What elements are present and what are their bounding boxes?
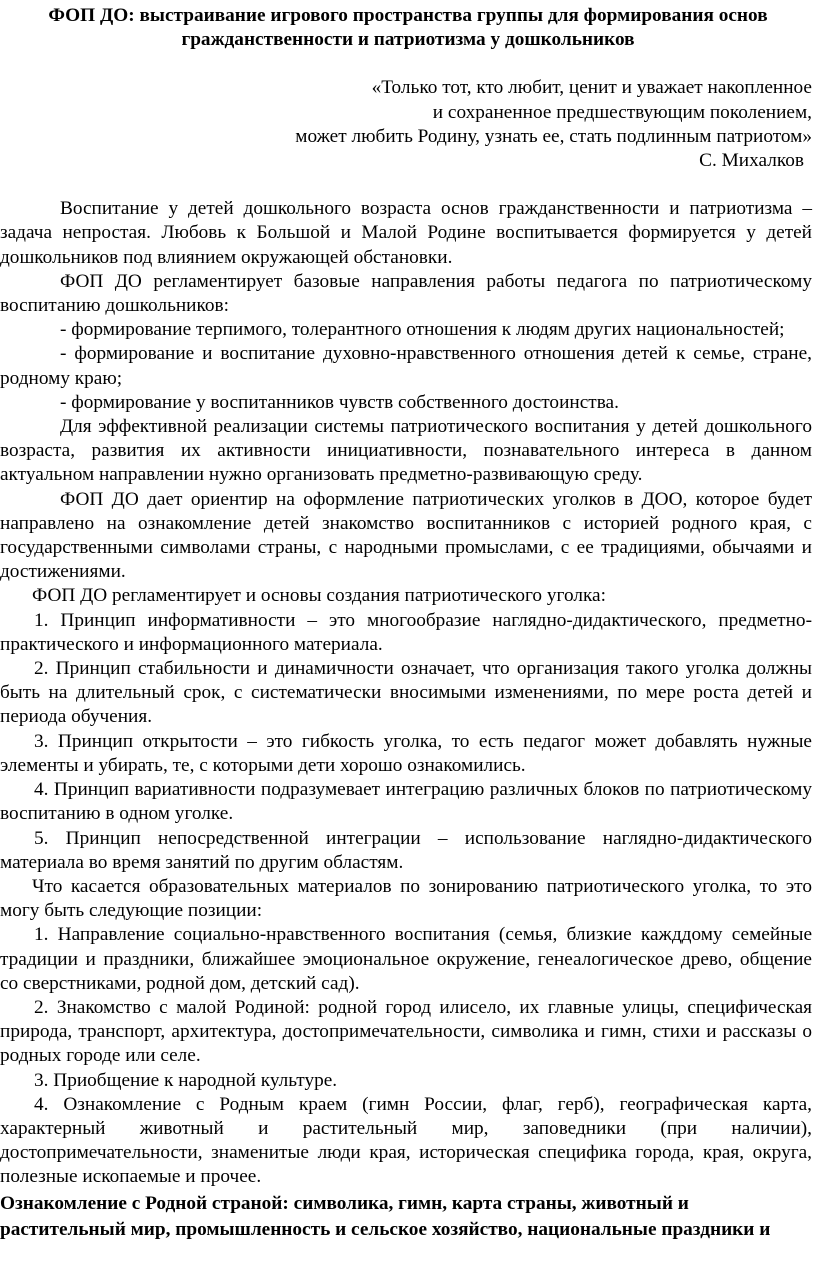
epigraph-line: и сохраненное предшествующим поколением, <box>432 101 812 123</box>
principle-item: 1. Принцип информативности – это многообразие наглядно-дидактического, предметно-практического и информационного материала. <box>0 609 812 655</box>
final-line: растительный мир, промышленность и сельское хозяйство, национальные праздники и <box>0 1218 771 1240</box>
paragraph: ФОП ДО регламентирует и основы создания патриотического уголка: <box>32 585 606 607</box>
material-item: 4. Ознакомление с Родным краем (гимн России, флаг, герб), географическая карта, характерный животный и растительный мир, заповедники (при наличии), достопримечательности, знаменитые люди края, историческая специфика города, края, округа, полезные ископаемые и прочее. <box>0 1093 812 1188</box>
bullet-item: - формирование терпимого, толерантного отношения к людям других национальностей; <box>60 319 785 341</box>
material-item: 3. Приобщение к народной культуре. <box>34 1069 338 1091</box>
epigraph <box>0 76 812 173</box>
paragraph: Что касается образовательных материалов по зонированию патриотического уголка, то это могу быть следующие позиции: <box>0 875 812 922</box>
paragraph: Воспитание у детей дошкольного возраста основ гражданственности и патриотизма – задача непростая. Любовь к Большой и Малой Родине воспитывается формируется у детей дошкольников под влиянием окружающей обстановки. <box>0 198 812 268</box>
principle-item: 4. Принцип вариативности подразумевает интеграцию различных блоков по патриотическому воспитанию в одном уголке. <box>0 779 812 825</box>
epigraph-line: «Только тот, кто любит, ценит и уважает накопленное <box>371 77 812 99</box>
paragraph: Для эффективной реализации системы патриотического воспитания у детей дошкольного возраста, развития их активности инициативности, познавательного интереса в данном актуальном направлении нужно организовать предметно-развивающую среду. <box>0 416 812 486</box>
document-title: ФОП ДО: выстраивание игрового пространства группы для формирования основ гражданственности и патриотизма у дошкольников <box>48 5 768 51</box>
paragraph: ФОП ДО регламентирует базовые направления работы педагога по патриотическому воспитанию дошкольников: <box>0 270 812 317</box>
epigraph-author: С. Михалков <box>699 150 804 172</box>
material-item: 1. Направление социально-нравственного воспитания (семья, близкие кажддому семейные традиции и праздники, ближайшее эмоциональное окружение, генеалогическое древо, общение со сверстниками, родной дом, детский сад). <box>0 924 812 994</box>
final-line: Ознакомление с Родной страной: символика, гимн, карта страны, животный и <box>0 1192 689 1214</box>
principle-item: 3. Принцип открытости – это гибкость уголка, то есть педагог может добавлять нужные элементы и убирать, те, с которыми дети хорошо ознакомились. <box>0 730 812 776</box>
principle-item: 5. Принцип непосредственной интеграции – использование наглядно-дидактического материала во время занятий по другим областям. <box>0 827 812 873</box>
bullet-item: - формирование у воспитанников чувств собственного достоинства. <box>60 391 619 413</box>
principle-item: 2. Принцип стабильности и динамичности означает, что организация такого уголка должны быть на длительный срок, с систематически вносимыми изменениями, по мере роста детей и периода обучения. <box>0 658 812 728</box>
material-item: 2. Знакомство с малой Родиной: родной город илисело, их главные улицы, специфическая природа, транспорт, архитектура, достопримечательности, символика и гимн, стихи и рассказы о родных городе или селе. <box>0 996 812 1067</box>
bullet-item: - формирование и воспитание духовно-нравственного отношения детей к семье, стране, родному краю; <box>0 343 812 389</box>
paragraph: ФОП ДО дает ориентир на оформление патриотических уголков в ДОО, которое будет направлено на ознакомление детей знакомство воспитанников с историей родного края, с государственными символами страны, с народными промыслами, с ее традициями, обычаями и достижениями. <box>0 488 812 583</box>
epigraph-line: может любить Родину, узнать ее, стать подлинным патриотом» <box>295 125 812 147</box>
